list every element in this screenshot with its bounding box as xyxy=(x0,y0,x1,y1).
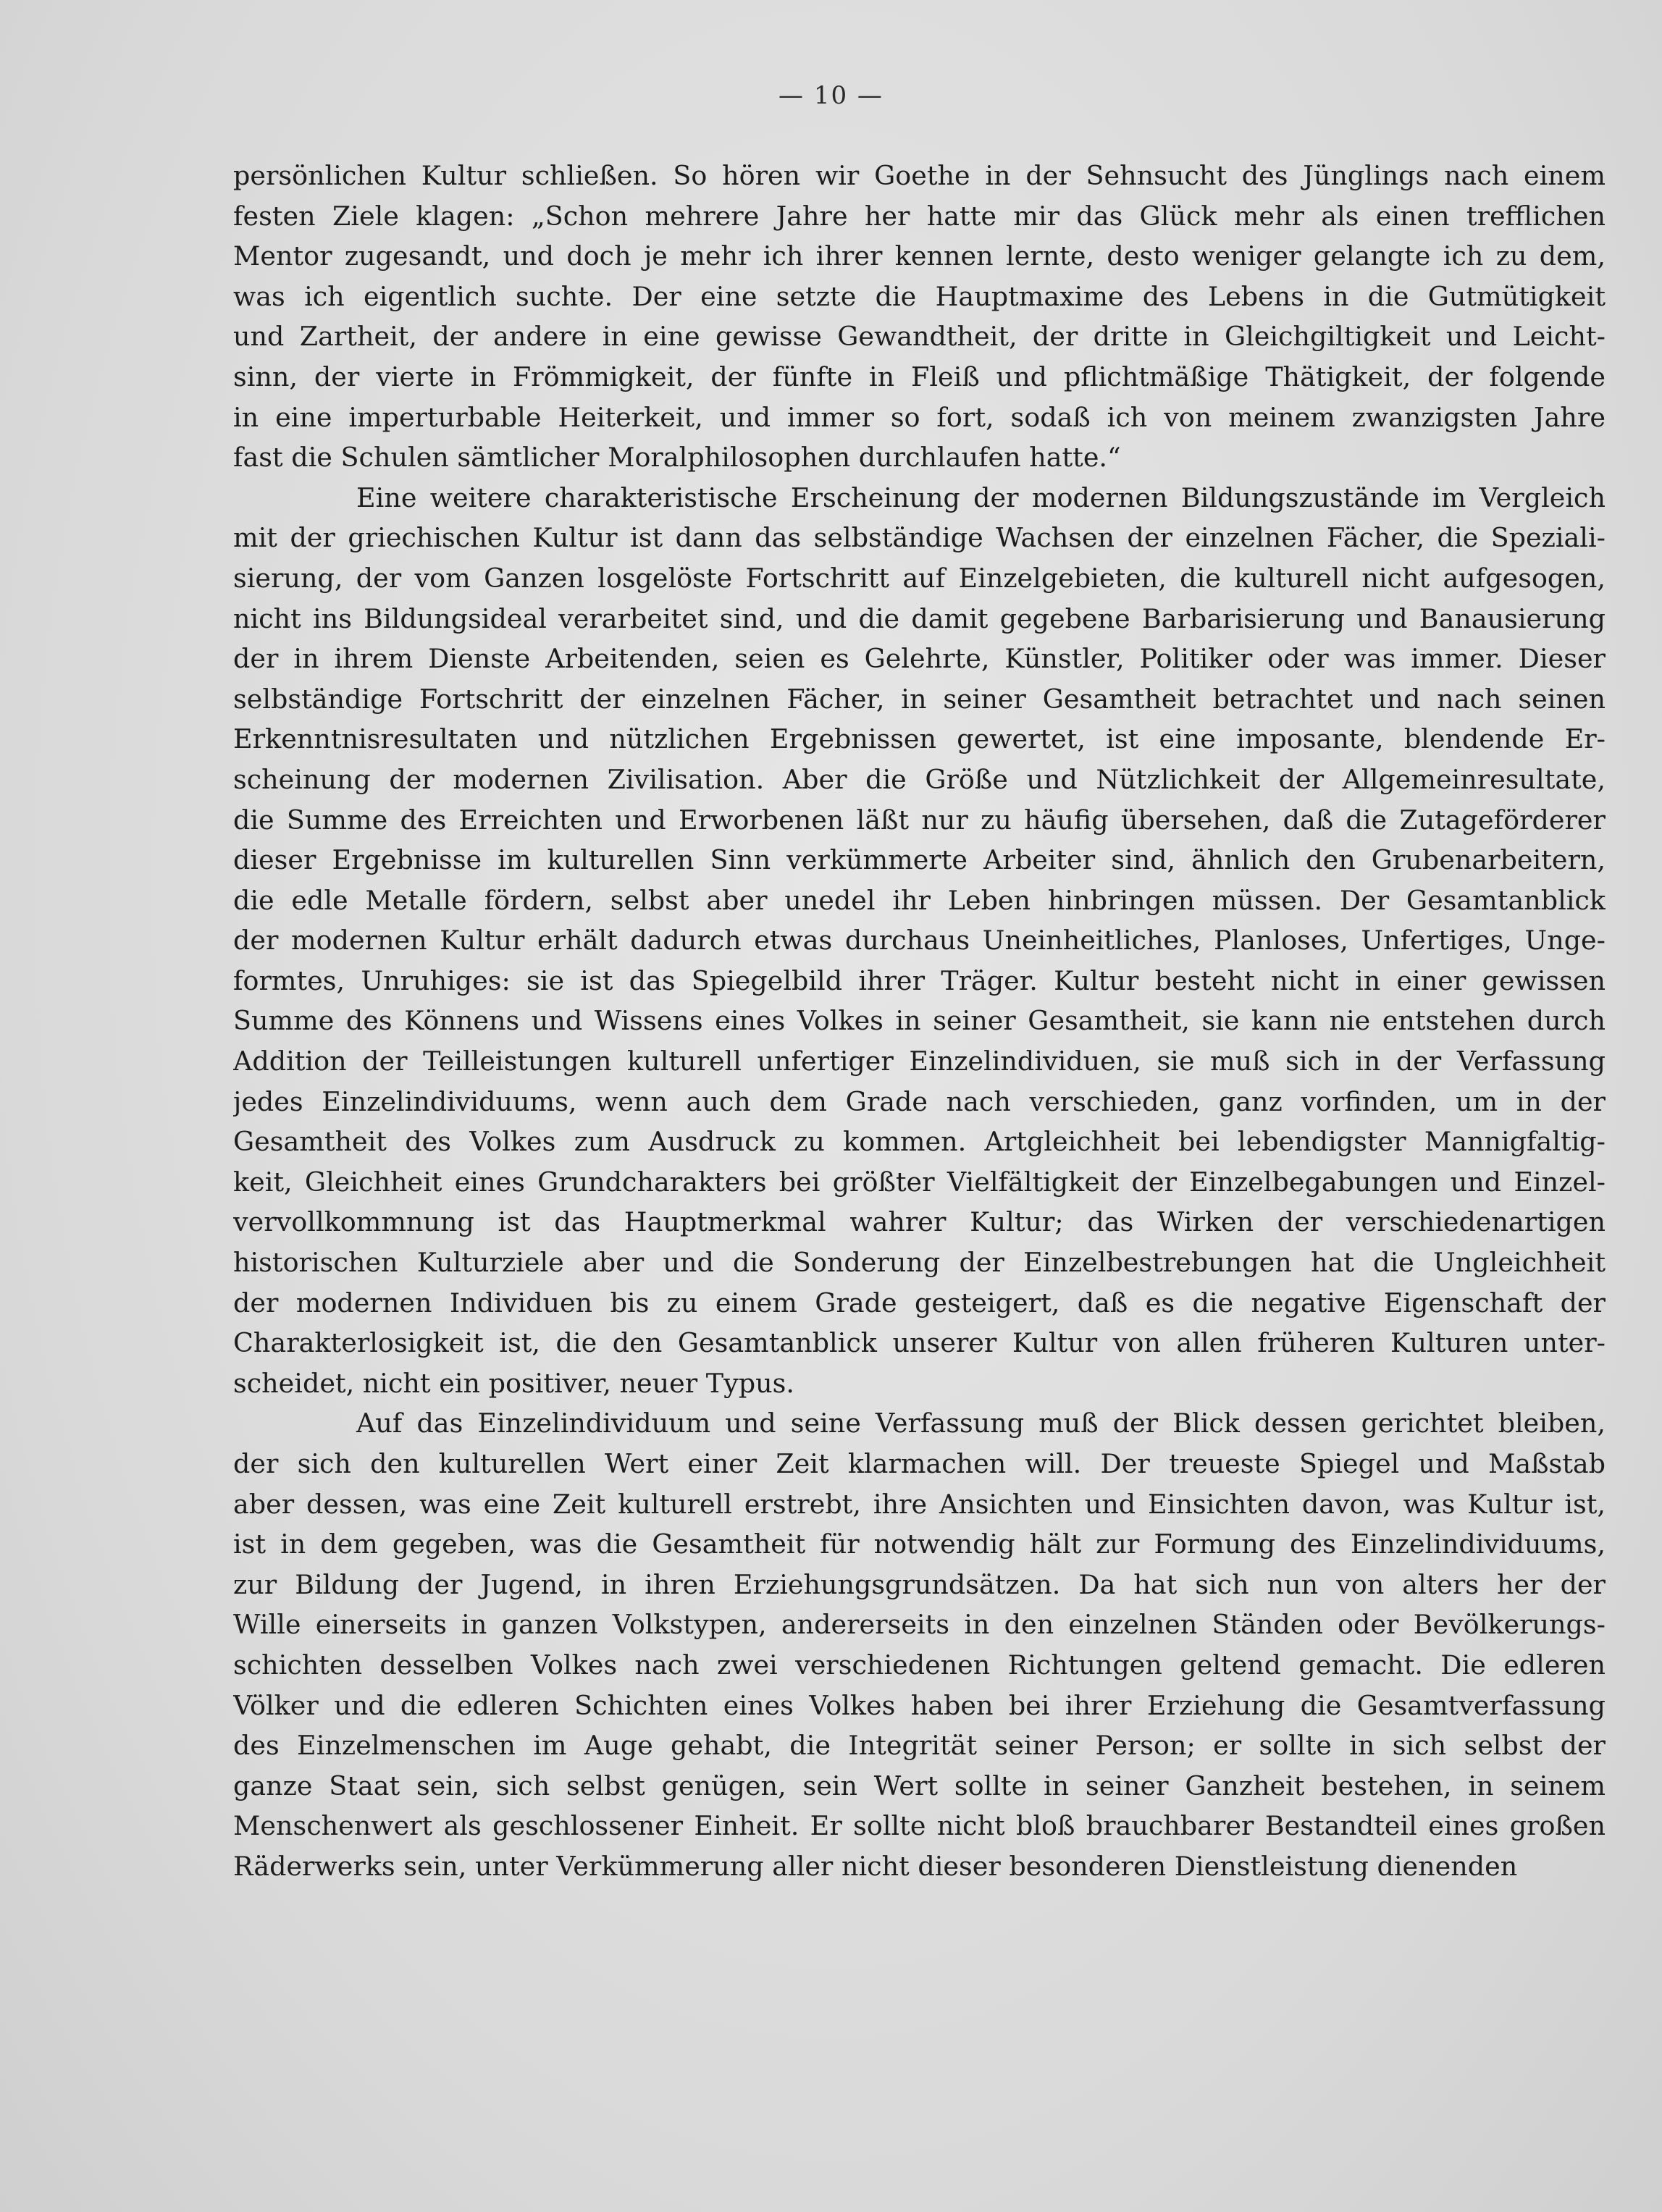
text-line: nicht ins Bildungsideal verarbeitet sind, und die damit gegebene Barbarisierung und Banausierung xyxy=(233,602,1606,634)
text-line: Räderwerks sein, unter Verkümmerung aller nicht dieser besonderen Dienstleistung dienenden xyxy=(233,1850,1518,1882)
text-line: festen Ziele klagen: „Schon mehrere Jahre her hatte mir das Glück mehr als einen trefflichen xyxy=(233,200,1606,232)
body-text xyxy=(233,156,1606,1887)
text-line: scheidet, nicht ein positiver, neuer Typus. xyxy=(233,1367,794,1399)
text-line: mit der griechischen Kultur ist dann das selbständige Wachsen der einzelnen Fächer, die Speziali- xyxy=(233,522,1606,554)
text-line: sinn, der vierte in Frömmigkeit, der fünfte in Fleiß und pflichtmäßige Thätigkeit, der folgende xyxy=(233,361,1606,392)
text-line: fast die Schulen sämtlicher Moralphilosophen durchlaufen hatte.“ xyxy=(233,442,1121,474)
text-line: Gesamtheit des Volkes zum Ausdruck zu kommen. Artgleichheit bei lebendigster Mannigfaltig- xyxy=(233,1126,1606,1158)
paragraph xyxy=(233,156,1606,478)
text-line: vervollkommnung ist das Hauptmerkmal wahrer Kultur; das Wirken der verschiedenartigen xyxy=(233,1206,1606,1238)
text-line: Summe des Könnens und Wissens eines Volkes in seiner Gesamtheit, sie kann nie entstehen durch xyxy=(233,1005,1606,1037)
text-line: Charakterlosigkeit ist, die den Gesamtanblick unserer Kultur von allen früheren Kulturen unter- xyxy=(233,1327,1606,1359)
text-line: Addition der Teilleistungen kulturell unfertiger Einzelindividuen, sie muß sich in der Verfassung xyxy=(233,1046,1606,1077)
text-line: jedes Einzelindividuums, wenn auch dem Grade nach verschieden, ganz vorfinden, um in der xyxy=(233,1085,1606,1117)
text-line: schichten desselben Volkes nach zwei verschiedenen Richtungen geltend gemacht. Die edleren xyxy=(233,1649,1606,1681)
text-line: Auf das Einzelindividuum und seine Verfassung muß der Blick dessen gerichtet bleiben, xyxy=(356,1408,1606,1439)
text-line: der modernen Individuen bis zu einem Grade gesteigert, daß es die negative Eigenschaft der xyxy=(233,1287,1606,1319)
text-line: der sich den kulturellen Wert einer Zeit klarmachen will. Der treueste Spiegel und Maßstab xyxy=(233,1448,1606,1479)
text-line: sierung, der vom Ganzen losgelöste Fortschritt auf Einzelgebieten, die kulturell nicht aufgesogen, xyxy=(233,562,1606,594)
page-number: — 10 — xyxy=(778,81,884,110)
text-line: Eine weitere charakteristische Erscheinung der modernen Bildungszustände im Vergleich xyxy=(356,481,1606,513)
paragraph xyxy=(233,478,1606,1404)
text-line: der in ihrem Dienste Arbeitenden, seien es Gelehrte, Künstler, Politiker oder was immer. Dieser xyxy=(233,643,1606,675)
text-line: selbständige Fortschritt der einzelnen Fächer, in seiner Gesamtheit betrachtet und nach seinen xyxy=(233,683,1606,715)
text-line: formtes, Unruhiges: sie ist das Spiegelbild ihrer Träger. Kultur besteht nicht in einer gewissen xyxy=(233,964,1606,996)
text-line: der modernen Kultur erhält dadurch etwas durchaus Uneinheitliches, Planloses, Unfertiges, Unge- xyxy=(233,925,1606,956)
text-line: die Summe des Erreichten und Erworbenen läßt nur zu häufig übersehen, daß die Zutageförderer xyxy=(233,804,1606,836)
text-line: aber dessen, was eine Zeit kulturell erstrebt, ihre Ansichten und Einsichten davon, was Kultur ist, xyxy=(233,1488,1606,1520)
text-line: was ich eigentlich suchte. Der eine setzte die Hauptmaxime des Lebens in die Gutmütigkeit xyxy=(233,280,1606,312)
text-line: ganze Staat sein, sich selbst genügen, sein Wert sollte in seiner Ganzheit bestehen, in seinem xyxy=(233,1770,1606,1801)
text-line: ist in dem gegeben, was die Gesamtheit für notwendig hält zur Formung des Einzelindividuums, xyxy=(233,1528,1606,1560)
text-line: scheinung der modernen Zivilisation. Aber die Größe und Nützlichkeit der Allgemeinresultate, xyxy=(233,763,1606,795)
text-line: und Zartheit, der andere in eine gewisse Gewandtheit, der dritte in Gleichgiltigkeit und Leicht- xyxy=(233,321,1606,353)
paragraph xyxy=(233,1403,1606,1886)
text-line: die edle Metalle fördern, selbst aber unedel ihr Leben hinbringen müssen. Der Gesamtanblick xyxy=(233,884,1606,916)
text-line: zur Bildung der Jugend, in ihren Erziehungsgrundsätzen. Da hat sich nun von alters her der xyxy=(233,1568,1606,1600)
text-line: Menschenwert als geschlossener Einheit. Er sollte nicht bloß brauchbarer Bestandteil eines großen xyxy=(233,1810,1606,1842)
text-line: Völker und die edleren Schichten eines Volkes haben bei ihrer Erziehung die Gesamtverfassung xyxy=(233,1689,1606,1721)
text-line: des Einzelmenschen im Auge gehabt, die Integrität seiner Person; er sollte in sich selbst der xyxy=(233,1730,1606,1762)
text-line: Mentor zugesandt, und doch je mehr ich ihrer kennen lernte, desto weniger gelangte ich zu dem, xyxy=(233,240,1606,272)
text-line: keit, Gleichheit eines Grundcharakters bei größter Vielfältigkeit der Einzelbegabungen und Einzel- xyxy=(233,1166,1606,1198)
text-line: historischen Kulturziele aber und die Sonderung der Einzelbestrebungen hat die Ungleichheit xyxy=(233,1247,1606,1279)
text-line: persönlichen Kultur schließen. So hören wir Goethe in der Sehnsucht des Jünglings nach einem xyxy=(233,160,1606,191)
text-line: Erkenntnisresultaten und nützlichen Ergebnissen gewertet, ist eine imposante, blendende Er- xyxy=(233,723,1606,755)
text-line: dieser Ergebnisse im kulturellen Sinn verkümmerte Arbeiter sind, ähnlich den Grubenarbeitern, xyxy=(233,844,1606,876)
text-line: in eine imperturbable Heiterkeit, und immer so fort, sodaß ich von meinem zwanzigsten Jahre xyxy=(233,401,1606,433)
text-line: Wille einerseits in ganzen Volkstypen, andererseits in den einzelnen Ständen oder Bevölkerungs- xyxy=(233,1609,1606,1641)
